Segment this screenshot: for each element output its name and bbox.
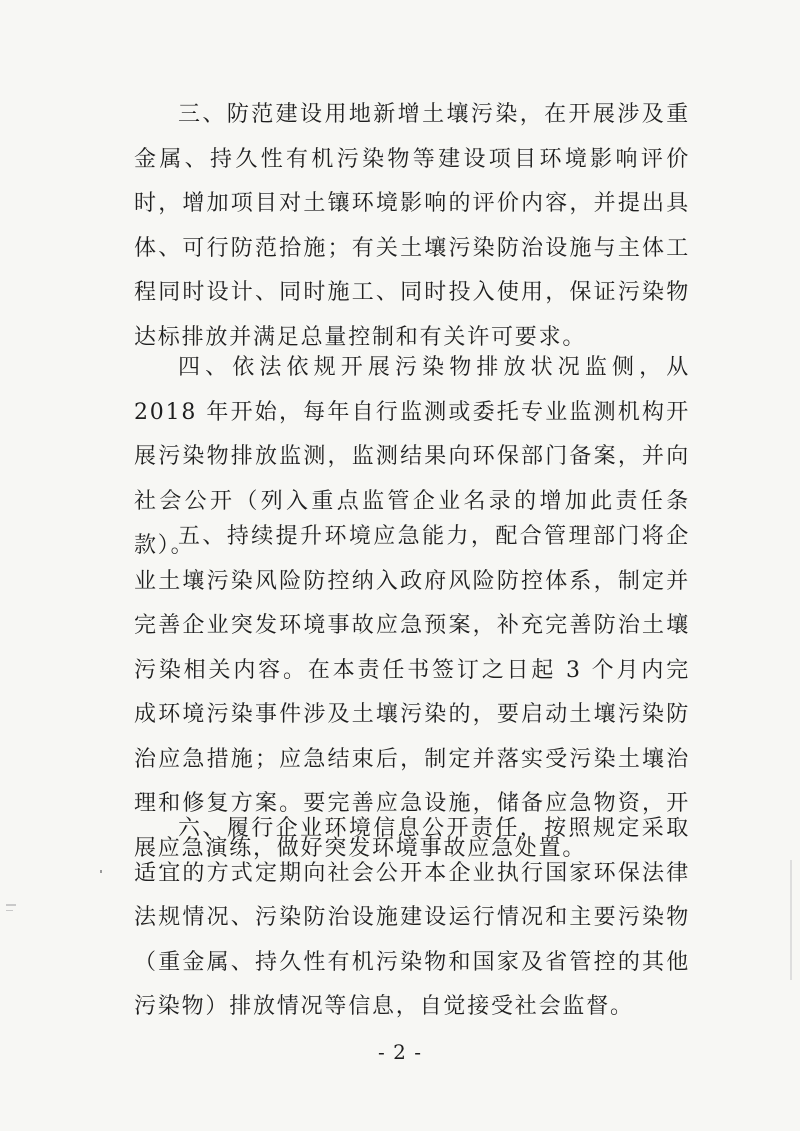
scan-artifact — [6, 910, 13, 911]
paragraph-4-monitoring: 四、依法依规开展污染物排放状况监侧，从 2018 年开始，每年自行监测或委托专业监测机构开展污染物排放监测，监测结果向环保部门备案，并向社会公开（列入重点监管企业名录的增加此责任条款）。 — [134, 355, 690, 558]
paragraph-6-disclosure: 六、履行企业环境信息公开责任，按照规定采取适宜的方式定期向社会公开本企业执行国家环保法律法规情况、污染防治设施建设运行情况和主要污染物（重金属、持久性有机污染物和国家及省管控的其他污染物）排放情况等信息，自觉接受社会监督。 — [134, 816, 690, 1019]
scan-artifact — [100, 870, 102, 873]
scan-artifact — [790, 860, 792, 980]
paragraph-3-soil-prevention: 三、防范建设用地新增土壤污染，在开展涉及重金属、持久性有机污染物等建设项目环境影响评价时，增加项目对土镶环境影响的评价内容，并提出具体、可行防范拾施；有关土壤污染防治设施与主体工程同时设计、同时施工、同时投入使用，保证污染物达标排放并满足总量控制和有关许可要求。 — [134, 102, 690, 350]
paragraph-5-emergency: 五、持续提升环境应急能力，配合管理部门将企业土壤污染风险防控纳入政府风险防控体系，制定并完善企业突发环境事故应急预案，补充完善防治土壤污染相关内容。在本责任书签订之日起 3 个月内完成环境污染事件涉及土壤污染的，要启动土壤污染防治应急措施；应急结束后，制定并落实受污染土壤治理和修复方案。要完善应急设施，储备应急物资，开展应急演练，做好突发环境事故应急处置。 — [134, 524, 690, 861]
scan-artifact — [6, 904, 16, 906]
page-number: - 2 - — [378, 1040, 422, 1064]
